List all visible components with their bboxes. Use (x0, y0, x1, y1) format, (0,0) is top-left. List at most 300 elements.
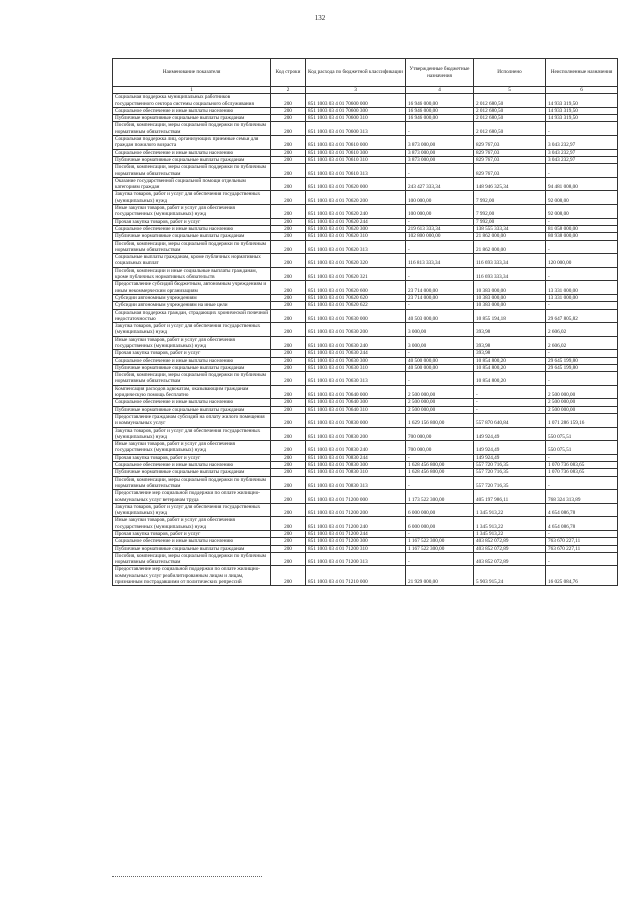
table-row (113, 357, 618, 364)
row-unexecuted-amount: - (546, 302, 618, 309)
row-line-code: 200 (271, 205, 306, 219)
row-indicator-name: Субсидии автономным учреждениям на иные цели (113, 302, 271, 309)
row-indicator-name: Социальная поддержка лиц, организующих приемные семьи для граждан пожилого возраста (113, 136, 271, 150)
row-unexecuted-amount: 29 645 199,80 (546, 357, 618, 364)
row-unexecuted-amount: - (546, 454, 618, 461)
row-executed-amount: 10 854 800,20 (474, 357, 546, 364)
row-line-code: 200 (271, 149, 306, 156)
row-indicator-name: Прочая закупка товаров, работ и услуг (113, 454, 271, 461)
row-indicator-name: Оказание государственной социальной помощи отдельным категориям граждан (113, 177, 271, 191)
row-unexecuted-amount: 768 324 313,89 (546, 490, 618, 504)
row-expense-code: 851 1003 03 4 01 70600 313 (306, 122, 406, 136)
row-indicator-name: Публичные нормативные социальные выплаты гражданам (113, 406, 271, 413)
row-unexecuted-amount: 81 058 000,00 (546, 225, 618, 232)
row-executed-amount: 2 012 680,50 (474, 107, 546, 114)
row-approved-amount: - (406, 122, 474, 136)
row-indicator-name: Социальное обеспечение и иные выплаты населению (113, 225, 271, 232)
row-approved-amount: - (406, 240, 474, 254)
table-row (113, 427, 618, 441)
row-indicator-name: Прочая закупка товаров, работ и услуг (113, 350, 271, 357)
row-line-code: 200 (271, 476, 306, 490)
row-unexecuted-amount: 4 654 086,78 (546, 517, 618, 531)
row-expense-code: 851 1003 03 4 01 70640 300 (306, 399, 406, 406)
column-number: 2 (271, 87, 306, 94)
row-approved-amount: 6 000 000,00 (406, 503, 474, 517)
row-line-code: 200 (271, 254, 306, 268)
row-indicator-name: Предоставление субсидий бюджетным, автономным учреждениям и иным некоммерческим организациям (113, 281, 271, 295)
bottom-rule (112, 876, 262, 877)
row-approved-amount: 16 946 000,00 (406, 94, 474, 108)
row-line-code: 200 (271, 441, 306, 455)
row-executed-amount: 5 903 915,24 (474, 566, 546, 586)
row-expense-code: 851 1003 03 4 01 70830 300 (306, 462, 406, 469)
row-line-code: 200 (271, 462, 306, 469)
row-expense-code: 851 1003 03 4 01 71200 244 (306, 531, 406, 538)
row-unexecuted-amount: 14 933 319,50 (546, 115, 618, 122)
row-indicator-name: Публичные нормативные социальные выплаты гражданам (113, 156, 271, 163)
header-line-code: Код строки (271, 59, 306, 87)
row-unexecuted-amount: 2 500 000,00 (546, 385, 618, 399)
row-line-code: 200 (271, 323, 306, 337)
table-row (113, 267, 618, 281)
header-row (113, 59, 618, 87)
row-approved-amount: 40 503 000,00 (406, 309, 474, 323)
row-executed-amount: 557 720 716,35 (474, 476, 546, 490)
table-row (113, 364, 618, 371)
row-indicator-name: Субсидии автономным учреждениям (113, 294, 271, 301)
row-approved-amount: 2 500 000,00 (406, 385, 474, 399)
table-row (113, 476, 618, 490)
row-approved-amount: - (406, 302, 474, 309)
table-row (113, 372, 618, 386)
row-executed-amount: 2 012 680,50 (474, 122, 546, 136)
row-expense-code: 851 1003 03 4 01 70620 620 (306, 294, 406, 301)
row-unexecuted-amount: 92 008,00 (546, 191, 618, 205)
row-line-code: 200 (271, 240, 306, 254)
table-row (113, 350, 618, 357)
row-line-code: 200 (271, 552, 306, 566)
row-executed-amount: 116 693 333,34 (474, 254, 546, 268)
row-line-code: 200 (271, 233, 306, 240)
row-expense-code: 851 1003 03 4 01 70830 200 (306, 427, 406, 441)
row-expense-code: 851 1003 03 4 01 70830 313 (306, 476, 406, 490)
row-approved-amount: 700 000,00 (406, 441, 474, 455)
row-executed-amount: 2 012 680,50 (474, 115, 546, 122)
row-approved-amount: 1 167 522 300,00 (406, 538, 474, 545)
row-indicator-name: Пособия, компенсации, меры социальной поддержки по публичным нормативным обязательствам (113, 122, 271, 136)
row-expense-code: 851 1003 03 4 01 70620 622 (306, 302, 406, 309)
row-executed-amount: 149 924,49 (474, 454, 546, 461)
row-expense-code: 851 1003 03 4 01 70620 200 (306, 191, 406, 205)
row-unexecuted-amount: 4 654 086,78 (546, 503, 618, 517)
table-row (113, 149, 618, 156)
row-executed-amount: - (474, 406, 546, 413)
row-expense-code: 851 1003 03 4 01 70630 313 (306, 372, 406, 386)
row-expense-code: 851 1003 03 4 01 71200 310 (306, 545, 406, 552)
row-executed-amount: - (474, 385, 546, 399)
row-approved-amount: 16 946 000,00 (406, 115, 474, 122)
row-expense-code: 851 1003 03 4 01 70640 000 (306, 385, 406, 399)
row-unexecuted-amount: 550 075,51 (546, 427, 618, 441)
row-executed-amount: 557 720 716,35 (474, 462, 546, 469)
row-expense-code: 851 1003 03 4 01 71200 200 (306, 503, 406, 517)
row-approved-amount: - (406, 531, 474, 538)
row-line-code: 200 (271, 218, 306, 225)
row-indicator-name: Закупка товаров, работ и услуг для обеспечения государственных (муниципальных) нужд (113, 427, 271, 441)
row-executed-amount: 405 197 986,11 (474, 490, 546, 504)
row-approved-amount: - (406, 552, 474, 566)
row-approved-amount: 700 000,00 (406, 427, 474, 441)
row-indicator-name: Социальная поддержка муниципальных работников государственного сектора системы социального обслуживания (113, 94, 271, 108)
row-unexecuted-amount: 2 500 000,00 (546, 406, 618, 413)
row-indicator-name: Социальное обеспечение и иные выплаты населению (113, 538, 271, 545)
row-expense-code: 851 1003 03 4 01 70620 244 (306, 218, 406, 225)
row-indicator-name: Закупка товаров, работ и услуг для обеспечения государственных (муниципальных) нужд (113, 191, 271, 205)
table-row (113, 205, 618, 219)
row-line-code: 200 (271, 309, 306, 323)
row-unexecuted-amount: - (546, 350, 618, 357)
row-line-code: 200 (271, 364, 306, 371)
row-expense-code: 851 1003 03 4 01 70620 310 (306, 233, 406, 240)
row-unexecuted-amount: 14 933 319,50 (546, 94, 618, 108)
row-line-code: 200 (271, 136, 306, 150)
table-row (113, 164, 618, 178)
row-unexecuted-amount: 14 933 319,50 (546, 107, 618, 114)
row-line-code: 200 (271, 427, 306, 441)
row-executed-amount: 393,98 (474, 323, 546, 337)
column-number: 1 (113, 87, 271, 94)
header-unexecuted: Неисполненные назначения (546, 59, 618, 87)
column-numbers-row (113, 87, 618, 94)
row-expense-code: 851 1003 03 4 01 70610 000 (306, 136, 406, 150)
row-line-code: 200 (271, 490, 306, 504)
table-row (113, 240, 618, 254)
row-approved-amount: 219 613 333,34 (406, 225, 474, 232)
row-approved-amount: - (406, 164, 474, 178)
row-approved-amount: 2 500 000,00 (406, 399, 474, 406)
table-row (113, 218, 618, 225)
header-approved: Утвержденные бюджетные назначения (406, 59, 474, 87)
table-row (113, 552, 618, 566)
row-indicator-name: Социальное обеспечение и иные выплаты населению (113, 462, 271, 469)
row-executed-amount: 2 012 680,50 (474, 94, 546, 108)
table-row (113, 385, 618, 399)
row-line-code: 200 (271, 94, 306, 108)
row-executed-amount: 10 383 000,00 (474, 302, 546, 309)
row-expense-code: 851 1003 03 4 01 71210 000 (306, 566, 406, 586)
row-executed-amount: 557 720 716,35 (474, 469, 546, 476)
row-approved-amount: 1 629 156 800,00 (406, 413, 474, 427)
row-indicator-name: Социальные выплаты гражданам, кроме публичных нормативных социальных выплат (113, 254, 271, 268)
row-approved-amount: - (406, 476, 474, 490)
row-line-code: 200 (271, 336, 306, 350)
row-approved-amount: 40 500 000,00 (406, 357, 474, 364)
table-row (113, 441, 618, 455)
row-line-code: 200 (271, 357, 306, 364)
row-approved-amount: 102 800 000,00 (406, 233, 474, 240)
row-unexecuted-amount: 92 008,00 (546, 205, 618, 219)
row-approved-amount: 3 873 000,00 (406, 156, 474, 163)
row-executed-amount: 829 767,03 (474, 156, 546, 163)
row-approved-amount: 3 873 000,00 (406, 149, 474, 156)
row-line-code: 200 (271, 302, 306, 309)
row-executed-amount: 829 767,03 (474, 136, 546, 150)
row-unexecuted-amount: 3 043 232,97 (546, 136, 618, 150)
row-expense-code: 851 1003 03 4 01 70600 300 (306, 107, 406, 114)
row-executed-amount: 393,98 (474, 350, 546, 357)
table-row (113, 309, 618, 323)
row-approved-amount: 1 628 456 800,00 (406, 469, 474, 476)
row-executed-amount: 148 946 325,34 (474, 177, 546, 191)
row-indicator-name: Иные закупки товаров, работ и услуг для обеспечения государственных (муниципальных) нужд (113, 336, 271, 350)
table-row (113, 254, 618, 268)
row-indicator-name: Предоставление мер социальной поддержки по оплате жилищно-коммунальных услуг ветеранам труда (113, 490, 271, 504)
row-executed-amount: 10 383 000,00 (474, 281, 546, 295)
row-indicator-name: Предоставление мер социальной поддержки по оплате жилищно-коммунальных услуг реабилитированным лицам и лицам, признанным пострадавшими от политических репрессий (113, 566, 271, 586)
table-row (113, 136, 618, 150)
row-line-code: 200 (271, 177, 306, 191)
row-line-code: 200 (271, 538, 306, 545)
row-expense-code: 851 1003 03 4 01 71200 000 (306, 490, 406, 504)
row-unexecuted-amount: 2 606,02 (546, 323, 618, 337)
header-executed: Исполнено (474, 59, 546, 87)
row-approved-amount: 1 628 456 800,00 (406, 462, 474, 469)
row-executed-amount: 7 992,00 (474, 191, 546, 205)
row-unexecuted-amount: 94 481 008,00 (546, 177, 618, 191)
row-line-code: 200 (271, 399, 306, 406)
table-row (113, 531, 618, 538)
row-executed-amount: 21 862 000,00 (474, 233, 546, 240)
table-row (113, 490, 618, 504)
row-executed-amount: 10 854 800,20 (474, 372, 546, 386)
row-unexecuted-amount: 13 331 000,00 (546, 294, 618, 301)
row-line-code: 200 (271, 156, 306, 163)
row-unexecuted-amount: 763 670 227,11 (546, 545, 618, 552)
row-unexecuted-amount: 1 071 286 159,16 (546, 413, 618, 427)
table-row (113, 517, 618, 531)
table-row (113, 177, 618, 191)
row-approved-amount: 1 173 522 300,00 (406, 490, 474, 504)
row-line-code: 200 (271, 531, 306, 538)
row-line-code: 200 (271, 164, 306, 178)
row-expense-code: 851 1003 03 4 01 70620 000 (306, 177, 406, 191)
row-approved-amount: - (406, 454, 474, 461)
row-line-code: 200 (271, 267, 306, 281)
row-indicator-name: Пособия, компенсации и иные социальные выплаты гражданам, кроме публичных нормативных обязательств (113, 267, 271, 281)
row-expense-code: 851 1003 03 4 01 70830 310 (306, 469, 406, 476)
row-expense-code: 851 1003 03 4 01 70630 240 (306, 336, 406, 350)
row-approved-amount: 100 000,00 (406, 205, 474, 219)
row-line-code: 200 (271, 122, 306, 136)
row-executed-amount: - (474, 399, 546, 406)
table-row (113, 566, 618, 586)
row-expense-code: 851 1003 03 4 01 70630 244 (306, 350, 406, 357)
row-indicator-name: Социальная поддержка граждан, страдающих хронической почечной недостаточностью (113, 309, 271, 323)
row-approved-amount: 21 929 000,00 (406, 566, 474, 586)
row-line-code: 200 (271, 115, 306, 122)
row-line-code: 200 (271, 566, 306, 586)
row-indicator-name: Публичные нормативные социальные выплаты гражданам (113, 469, 271, 476)
header-expense-code: Код расхода по бюджетной классификации (306, 59, 406, 87)
row-executed-amount: 21 862 000,00 (474, 240, 546, 254)
row-executed-amount: 116 693 333,34 (474, 267, 546, 281)
budget-execution-table (112, 58, 618, 586)
row-executed-amount: 10 854 800,20 (474, 364, 546, 371)
row-expense-code: 851 1003 03 4 01 70630 310 (306, 364, 406, 371)
table-row (113, 336, 618, 350)
row-indicator-name: Пособия, компенсации, меры социальной поддержки по публичным нормативным обязательствам (113, 372, 271, 386)
row-unexecuted-amount: 2 606,02 (546, 336, 618, 350)
row-executed-amount: 10 855 194,18 (474, 309, 546, 323)
row-expense-code: 851 1003 03 4 01 70630 000 (306, 309, 406, 323)
row-expense-code: 851 1003 03 4 01 70620 240 (306, 205, 406, 219)
row-unexecuted-amount: 29 647 805,82 (546, 309, 618, 323)
row-expense-code: 851 1003 03 4 01 70600 310 (306, 115, 406, 122)
row-executed-amount: 1 345 913,22 (474, 517, 546, 531)
row-expense-code: 851 1003 03 4 01 70630 200 (306, 323, 406, 337)
row-executed-amount: 149 924,49 (474, 427, 546, 441)
row-approved-amount: 1 167 522 300,00 (406, 545, 474, 552)
row-line-code: 200 (271, 107, 306, 114)
page-number: 132 (314, 14, 326, 22)
row-expense-code: 851 1003 03 4 01 71200 240 (306, 517, 406, 531)
row-indicator-name: Иные закупки товаров, работ и услуг для обеспечения государственных (муниципальных) нужд (113, 441, 271, 455)
row-unexecuted-amount: - (546, 240, 618, 254)
row-line-code: 200 (271, 372, 306, 386)
row-expense-code: 851 1003 03 4 01 70830 244 (306, 454, 406, 461)
row-expense-code: 851 1003 03 4 01 70620 600 (306, 281, 406, 295)
row-unexecuted-amount: - (546, 552, 618, 566)
row-unexecuted-amount: - (546, 531, 618, 538)
row-indicator-name: Прочая закупка товаров, работ и услуг (113, 531, 271, 538)
table-row (113, 503, 618, 517)
row-unexecuted-amount: 2 500 000,00 (546, 399, 618, 406)
row-expense-code: 851 1003 03 4 01 70630 300 (306, 357, 406, 364)
row-unexecuted-amount: 763 670 227,11 (546, 538, 618, 545)
row-approved-amount: 3 873 000,00 (406, 136, 474, 150)
row-approved-amount: 3 000,00 (406, 323, 474, 337)
table-row (113, 233, 618, 240)
table-row (113, 399, 618, 406)
table-row (113, 406, 618, 413)
row-executed-amount: 393,98 (474, 336, 546, 350)
row-indicator-name: Пособия, компенсации, меры социальной поддержки по публичным нормативным обязательствам (113, 240, 271, 254)
row-unexecuted-amount: 16 025 084,76 (546, 566, 618, 586)
table-row (113, 469, 618, 476)
row-expense-code: 851 1003 03 4 01 70620 313 (306, 240, 406, 254)
row-line-code: 200 (271, 191, 306, 205)
row-executed-amount: 829 767,03 (474, 164, 546, 178)
row-executed-amount: 7 992,00 (474, 218, 546, 225)
row-indicator-name: Социальное обеспечение и иные выплаты населению (113, 149, 271, 156)
row-unexecuted-amount: 13 331 000,00 (546, 281, 618, 295)
header-indicator-name: Наименование показателя (113, 59, 271, 87)
row-executed-amount: 829 767,03 (474, 149, 546, 156)
table-row (113, 323, 618, 337)
row-executed-amount: 557 870 640,84 (474, 413, 546, 427)
row-approved-amount: 116 813 333,34 (406, 254, 474, 268)
row-approved-amount: 3 000,00 (406, 336, 474, 350)
table-row (113, 545, 618, 552)
row-indicator-name: Социальное обеспечение и иные выплаты населению (113, 107, 271, 114)
row-indicator-name: Пособия, компенсации, меры социальной поддержки по публичным нормативным обязательствам (113, 164, 271, 178)
row-approved-amount: 243 427 333,34 (406, 177, 474, 191)
row-expense-code: 851 1003 03 4 01 70610 300 (306, 149, 406, 156)
table-row (113, 94, 618, 108)
row-approved-amount: 100 000,00 (406, 191, 474, 205)
row-unexecuted-amount: 550 075,51 (546, 441, 618, 455)
row-expense-code: 851 1003 03 4 01 70830 000 (306, 413, 406, 427)
table-row (113, 413, 618, 427)
table-row (113, 191, 618, 205)
row-indicator-name: Компенсация расходов адвокатам, оказывающим гражданам юридическую помощь бесплатно (113, 385, 271, 399)
row-expense-code: 851 1003 03 4 01 70640 310 (306, 406, 406, 413)
row-indicator-name: Публичные нормативные социальные выплаты гражданам (113, 115, 271, 122)
row-approved-amount: 2 500 000,00 (406, 406, 474, 413)
row-executed-amount: 138 555 333,34 (474, 225, 546, 232)
row-approved-amount: 6 000 000,00 (406, 517, 474, 531)
table-row (113, 454, 618, 461)
row-indicator-name: Закупка товаров, работ и услуг для обеспечения государственных (муниципальных) нужд (113, 323, 271, 337)
row-expense-code: 851 1003 03 4 01 70620 320 (306, 254, 406, 268)
table-row (113, 538, 618, 545)
row-approved-amount: - (406, 267, 474, 281)
column-number: 3 (306, 87, 406, 94)
row-line-code: 200 (271, 517, 306, 531)
row-indicator-name: Публичные нормативные социальные выплаты гражданам (113, 545, 271, 552)
table-row (113, 225, 618, 232)
row-executed-amount: 403 852 072,89 (474, 538, 546, 545)
table-row (113, 302, 618, 309)
row-expense-code: 851 1003 03 4 01 70610 313 (306, 164, 406, 178)
row-indicator-name: Публичные нормативные социальные выплаты гражданам (113, 233, 271, 240)
row-indicator-name: Предоставление гражданам субсидий на оплату жилого помещения и коммунальных услуг (113, 413, 271, 427)
row-unexecuted-amount: 29 645 199,80 (546, 364, 618, 371)
row-unexecuted-amount: - (546, 267, 618, 281)
column-number: 4 (406, 87, 474, 94)
row-expense-code: 851 1003 03 4 01 70610 310 (306, 156, 406, 163)
row-executed-amount: 10 383 000,00 (474, 294, 546, 301)
row-executed-amount: 7 992,00 (474, 205, 546, 219)
row-approved-amount: 16 946 000,00 (406, 107, 474, 114)
row-indicator-name: Публичные нормативные социальные выплаты гражданам (113, 364, 271, 371)
row-line-code: 200 (271, 225, 306, 232)
row-approved-amount: 23 714 000,00 (406, 281, 474, 295)
row-expense-code: 851 1003 03 4 01 70620 321 (306, 267, 406, 281)
row-unexecuted-amount: - (546, 122, 618, 136)
row-approved-amount: - (406, 218, 474, 225)
row-expense-code: 851 1003 03 4 01 70600 000 (306, 94, 406, 108)
row-approved-amount: - (406, 372, 474, 386)
row-indicator-name: Закупка товаров, работ и услуг для обеспечения государственных (муниципальных) нужд (113, 503, 271, 517)
row-indicator-name: Социальное обеспечение и иные выплаты населению (113, 357, 271, 364)
column-number: 5 (474, 87, 546, 94)
row-executed-amount: 1 345 913,22 (474, 531, 546, 538)
row-line-code: 200 (271, 385, 306, 399)
row-line-code: 200 (271, 469, 306, 476)
row-executed-amount: 403 852 072,89 (474, 545, 546, 552)
row-line-code: 200 (271, 454, 306, 461)
row-line-code: 200 (271, 545, 306, 552)
row-unexecuted-amount: - (546, 164, 618, 178)
row-executed-amount: 403 852 072,89 (474, 552, 546, 566)
row-unexecuted-amount: 120 000,00 (546, 254, 618, 268)
row-unexecuted-amount: 1 070 736 083,65 (546, 462, 618, 469)
row-indicator-name: Иные закупки товаров, работ и услуг для обеспечения государственных (муниципальных) нужд (113, 517, 271, 531)
row-approved-amount: - (406, 350, 474, 357)
row-line-code: 200 (271, 503, 306, 517)
row-unexecuted-amount: 3 043 232,97 (546, 156, 618, 163)
